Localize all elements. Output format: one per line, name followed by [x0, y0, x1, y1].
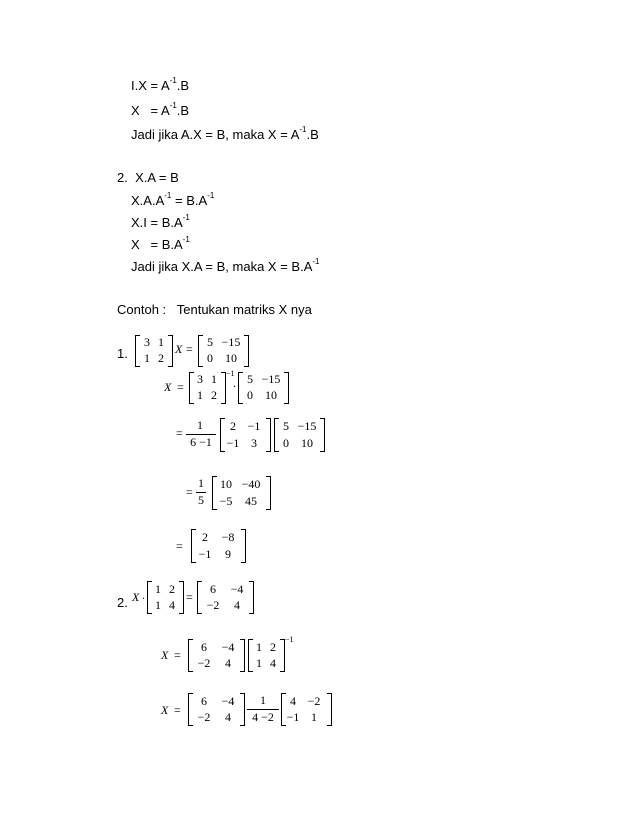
- right-bracket: [320, 418, 325, 452]
- right-bracket: [249, 581, 254, 614]
- superscript: -1: [164, 191, 172, 200]
- math-symbol: 1: [256, 640, 262, 654]
- math-symbol: 2: [211, 388, 217, 402]
- math-symbol: −4: [221, 694, 235, 708]
- math-symbol: −1: [226, 369, 235, 378]
- math-symbol: −8: [221, 530, 235, 544]
- right-bracket: [327, 693, 332, 726]
- math-symbol: 6 −1: [190, 435, 212, 449]
- math-symbol: −1: [247, 419, 261, 433]
- text-span: Jadi jika A.X = B, maka X = A: [131, 127, 300, 142]
- math-symbol: =: [177, 380, 184, 394]
- math-symbol: 6: [201, 694, 207, 708]
- text-span: X = A: [131, 103, 170, 118]
- math-symbol: −4: [230, 582, 244, 596]
- example-heading: Contoh : Tentukan matriks X nya: [117, 302, 312, 317]
- text-span: X.I = B.A: [131, 215, 183, 230]
- text-span: .B: [306, 127, 319, 142]
- math-symbol: −15: [261, 372, 281, 386]
- math-symbol: X: [132, 590, 140, 604]
- math-symbol: 1: [211, 372, 217, 386]
- math-symbol: .: [171, 340, 174, 354]
- math-symbol: 10: [265, 388, 277, 402]
- math-symbol: −1: [286, 710, 300, 724]
- math-symbol: 4: [225, 656, 231, 670]
- math-symbol: 1: [158, 335, 164, 349]
- text-span: .B: [176, 103, 190, 118]
- math-symbol: −2: [206, 598, 220, 612]
- right-bracket: [284, 372, 289, 404]
- math-symbol: −1: [198, 547, 212, 561]
- math-symbol: 1: [198, 476, 204, 490]
- math-symbol: −2: [307, 694, 321, 708]
- right-bracket: [244, 335, 249, 367]
- math-symbol: 3: [251, 436, 257, 450]
- math-symbol: 9: [225, 547, 231, 561]
- line-ix: [131, 78, 189, 94]
- math-symbol: =: [176, 426, 183, 440]
- math-symbol: 2: [158, 351, 164, 365]
- math-symbol: .: [233, 376, 236, 390]
- math-symbol: 4: [270, 656, 276, 670]
- right-bracket: [179, 581, 184, 614]
- text-span: = B.A: [171, 193, 208, 208]
- math-symbol: 6: [201, 640, 207, 654]
- text-span: Jadi jika X.A = B, maka X = B.A: [131, 259, 313, 274]
- math-symbol: 1: [155, 582, 161, 596]
- superscript: -1: [299, 125, 307, 134]
- example-1-number: 1.: [117, 346, 128, 361]
- math-symbol: 4: [290, 694, 296, 708]
- math-symbol: X: [161, 703, 169, 717]
- math-symbol: −2: [197, 710, 211, 724]
- math-symbol: =: [186, 342, 193, 356]
- math-symbol: −1: [226, 436, 240, 450]
- math-symbol: −15: [221, 335, 241, 349]
- superscript: -1: [182, 213, 190, 222]
- math-symbol: 1: [311, 710, 317, 724]
- math-symbol: 2: [230, 419, 236, 433]
- text-span: I.X = A: [131, 78, 170, 93]
- math-symbol: 1: [144, 351, 150, 365]
- text-span: X.A.A: [131, 193, 165, 208]
- math-symbol: 1: [256, 656, 262, 670]
- line-conclusion-2: [131, 259, 320, 275]
- math-symbol: =: [174, 648, 181, 662]
- math-symbol: −40: [241, 477, 261, 491]
- math-symbol: −1: [285, 635, 294, 644]
- math-symbol: −4: [221, 640, 235, 654]
- math-symbol: =: [174, 703, 181, 717]
- line-xaa: [131, 193, 214, 209]
- math-symbol: 4: [234, 598, 240, 612]
- superscript: -1: [169, 101, 177, 110]
- math-symbol: 10: [301, 436, 313, 450]
- math-symbol: 5: [247, 372, 253, 386]
- math-symbol: 0: [283, 436, 289, 450]
- math-symbol: 10: [225, 351, 237, 365]
- superscript: -1: [169, 76, 177, 85]
- math-symbol: 10: [220, 477, 232, 491]
- math-symbol: X: [161, 648, 169, 662]
- math-symbol: 5: [283, 419, 289, 433]
- math-symbol: 0: [207, 351, 213, 365]
- right-bracket: [266, 476, 271, 510]
- math-symbol: −5: [219, 494, 233, 508]
- superscript: -1: [207, 191, 215, 200]
- line-x2: [131, 237, 190, 253]
- text-span: X = B.A: [131, 237, 183, 252]
- math-symbol: =: [176, 539, 183, 553]
- math-symbol: 45: [245, 494, 257, 508]
- example-2-number: 2.: [117, 595, 128, 610]
- math-symbol: 6: [210, 582, 216, 596]
- line-xa: 2. X.A = B: [117, 170, 179, 185]
- math-symbol: .: [243, 702, 246, 716]
- math-symbol: 3: [144, 335, 150, 349]
- math-symbol: 4: [225, 710, 231, 724]
- math-symbol: 5: [207, 335, 213, 349]
- right-bracket: [240, 639, 245, 672]
- math-symbol: =: [186, 590, 193, 604]
- right-bracket: [266, 418, 271, 452]
- math-symbol: X: [175, 342, 183, 356]
- line-conclusion-1: [131, 127, 319, 143]
- math-symbol: 3: [197, 372, 203, 386]
- math-symbol: 1: [197, 388, 203, 402]
- math-symbol: 1: [155, 598, 161, 612]
- superscript: -1: [312, 257, 320, 266]
- math-symbol: .: [142, 588, 145, 602]
- math-symbol: 4: [169, 598, 175, 612]
- math-symbol: 2: [202, 530, 208, 544]
- math-symbol: 0: [247, 388, 253, 402]
- math-symbol: X: [164, 380, 172, 394]
- math-symbol: =: [186, 485, 193, 499]
- math-symbol: 2: [169, 582, 175, 596]
- line-x1: [131, 103, 189, 119]
- math-symbol: 1: [260, 693, 266, 707]
- text-span: .B: [176, 78, 190, 93]
- math-symbol: −15: [297, 419, 317, 433]
- superscript: -1: [182, 235, 190, 244]
- math-symbol: 2: [270, 640, 276, 654]
- right-bracket: [241, 529, 246, 563]
- math-symbol: 5: [198, 493, 204, 507]
- math-symbol: −2: [197, 656, 211, 670]
- line-xi: [131, 215, 190, 231]
- math-symbol: 1: [197, 418, 203, 432]
- math-symbol: 4 −2: [252, 710, 274, 724]
